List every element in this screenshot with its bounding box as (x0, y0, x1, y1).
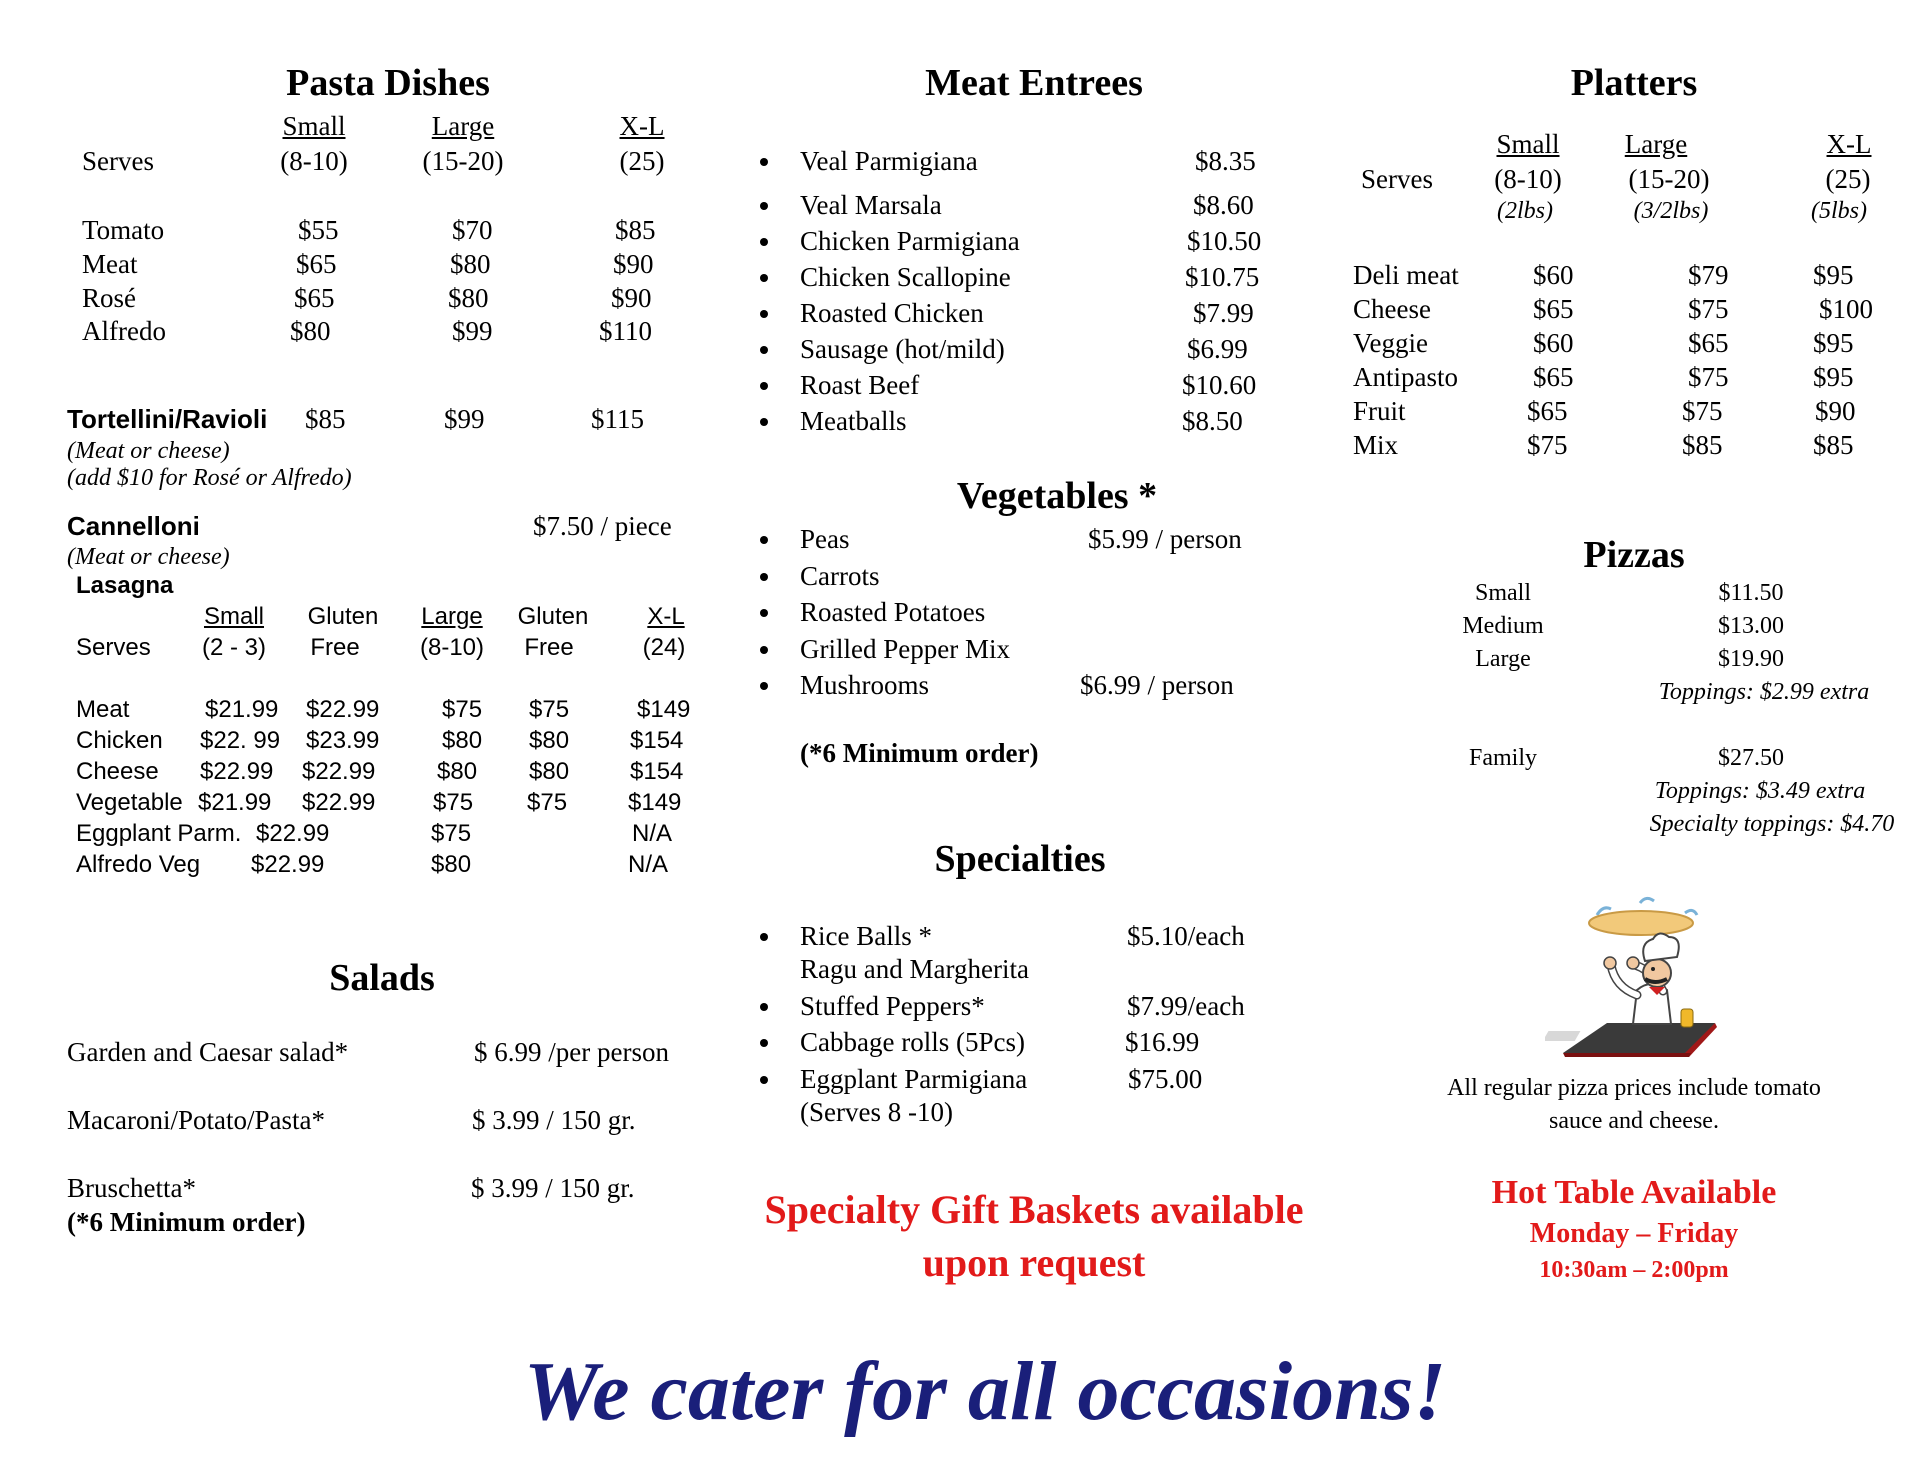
lasagna-title: Lasagna (76, 572, 174, 599)
pizza-price: $27.50 (1718, 745, 1784, 771)
platter-price: $65 (1533, 362, 1574, 392)
lasagna-item-name: Vegetable (76, 789, 183, 816)
pasta-price-large: $80 (448, 283, 489, 313)
pizza-price: $11.50 (1718, 580, 1784, 606)
lasagna-item-name: Alfredo Veg (76, 851, 201, 878)
tortellini-price-large: $99 (444, 404, 485, 434)
salads-minimum-note: (*6 Minimum order) (67, 1207, 306, 1237)
meat-item-name: Roasted Chicken (800, 298, 984, 328)
tortellini-note: (add $10 for Rosé or Alfredo) (67, 465, 352, 491)
specialty-price: $7.99/each (1127, 991, 1245, 1021)
bullet-icon (760, 646, 768, 654)
lasagna-price: $154 (630, 727, 684, 754)
meat-item-price: $8.50 (1182, 406, 1243, 436)
pasta-title: Pasta Dishes (286, 62, 490, 104)
meat-item-price: $10.50 (1187, 226, 1262, 256)
lasagna-item-name: Chicken (76, 727, 163, 754)
lasagna-serves: Free (310, 634, 360, 661)
bullet-icon (760, 238, 768, 246)
chef-tossing-pizza-icon (1545, 895, 1730, 1065)
platter-name: Deli meat (1353, 260, 1459, 290)
meat-item-name: Veal Marsala (800, 190, 942, 220)
lasagna-price: $75 (431, 820, 472, 847)
pasta-price-small: $65 (294, 283, 335, 313)
specialty-price: $75.00 (1128, 1064, 1203, 1094)
vegetable-price: $6.99 / person (1080, 670, 1234, 700)
tortellini-name: Tortellini/Ravioli (67, 404, 268, 434)
meat-title: Meat Entrees (925, 62, 1143, 104)
platter-name: Cheese (1353, 294, 1431, 324)
platter-price: $65 (1533, 294, 1574, 324)
tortellini-note: (Meat or cheese) (67, 438, 230, 464)
pasta-item-name: Rosé (82, 283, 136, 313)
lasagna-price: $75 (529, 696, 570, 723)
lasagna-price: $23.99 (306, 727, 380, 754)
platter-name: Veggie (1353, 328, 1428, 358)
platter-price: $65 (1688, 328, 1729, 358)
pizza-toppings-note: Toppings: $2.99 extra (1658, 679, 1870, 705)
meat-item-name: Sausage (hot/mild) (800, 334, 1005, 364)
specialty-name: Cabbage rolls (5Pcs) (800, 1027, 1025, 1057)
vegetable-name: Peas (800, 524, 850, 554)
platters-weight: (3/2lbs) (1633, 198, 1709, 224)
pasta-item-name: Meat (82, 249, 138, 279)
platters-header-xl: X-L (1826, 129, 1872, 159)
platter-price: $65 (1527, 396, 1568, 426)
lasagna-item-name: Cheese (76, 758, 159, 785)
specialty-price: $5.10/each (1127, 921, 1245, 951)
platter-price: $95 (1813, 328, 1854, 358)
pasta-price-small: $65 (296, 249, 337, 279)
lasagna-header: Gluten (307, 603, 379, 630)
pasta-price-xl: $90 (611, 283, 652, 313)
lasagna-price: $149 (637, 696, 691, 723)
salad-name: Macaroni/Potato/Pasta* (67, 1105, 325, 1135)
platter-name: Mix (1353, 430, 1399, 460)
bullet-icon (760, 1076, 768, 1084)
specialties-title: Specialties (934, 838, 1106, 880)
specialty-sub: (Serves 8 -10) (800, 1097, 953, 1127)
pasta-serves-large: (15-20) (422, 146, 504, 176)
lasagna-price: $21.99 (198, 789, 272, 816)
specialty-price: $16.99 (1125, 1027, 1200, 1057)
bullet-icon (760, 933, 768, 941)
vegetable-name: Carrots (800, 561, 880, 591)
bullet-icon (760, 682, 768, 690)
lasagna-price: $22.99 (200, 758, 274, 785)
pizza-size: Family (1468, 745, 1538, 771)
lasagna-price: N/A (628, 851, 669, 878)
salad-name: Garden and Caesar salad* (67, 1037, 349, 1067)
platters-weight: (2lbs) (1497, 198, 1553, 224)
lasagna-price: $22.99 (302, 789, 376, 816)
meat-item-name: Chicken Scallopine (800, 262, 1011, 292)
platters-serves: (8-10) (1494, 164, 1562, 194)
platter-price: $95 (1813, 260, 1854, 290)
pizzas-title: Pizzas (1583, 534, 1685, 576)
platter-price: $95 (1813, 362, 1854, 392)
lasagna-header: Small (203, 603, 265, 630)
meat-item-price: $10.60 (1182, 370, 1257, 400)
meat-item-name: Chicken Parmigiana (800, 226, 1020, 256)
lasagna-serves: (2 - 3) (201, 634, 267, 661)
cannelloni-note: (Meat or cheese) (67, 544, 230, 570)
pizza-price-note: sauce and cheese. (1549, 1108, 1719, 1134)
platters-serves-label: Serves (1361, 164, 1433, 194)
salad-price: $ 3.99 / 150 gr. (472, 1105, 636, 1135)
cannelloni-name: Cannelloni (67, 511, 200, 541)
pasta-header-xl: X-L (619, 111, 665, 141)
lasagna-price: $80 (529, 727, 570, 754)
pasta-price-xl: $85 (615, 215, 656, 245)
specialty-name: Stuffed Peppers* (800, 991, 985, 1021)
meat-item-price: $7.99 (1193, 298, 1254, 328)
lasagna-price: $22.99 (302, 758, 376, 785)
pasta-item-name: Alfredo (82, 316, 166, 346)
pasta-serves-label: Serves (82, 146, 154, 176)
bullet-icon (760, 274, 768, 282)
meat-item-name: Veal Parmigiana (800, 146, 978, 176)
lasagna-serves: (24) (642, 634, 686, 661)
pizza-family-toppings-note: Toppings: $3.49 extra (1654, 778, 1866, 804)
specialty-name: Eggplant Parmigiana (800, 1064, 1028, 1094)
platter-name: Fruit (1353, 396, 1406, 426)
salads-title: Salads (329, 957, 435, 999)
bullet-icon (760, 1003, 768, 1011)
bullet-icon (760, 609, 768, 617)
bullet-icon (760, 346, 768, 354)
platter-name: Antipasto (1353, 362, 1458, 392)
pasta-price-large: $99 (452, 316, 493, 346)
bullet-icon (760, 382, 768, 390)
pasta-price-xl: $90 (613, 249, 654, 279)
platters-serves: (15-20) (1628, 164, 1710, 194)
vegetable-name: Mushrooms (800, 670, 930, 700)
lasagna-price: $154 (630, 758, 684, 785)
lasagna-price: N/A (632, 820, 673, 847)
bullet-icon (760, 202, 768, 210)
pasta-header-large: Large (431, 111, 495, 141)
lasagna-header: Large (421, 603, 483, 630)
hot-table-days: Monday – Friday (1529, 1218, 1739, 1249)
lasagna-item-name: Meat (76, 696, 130, 723)
platter-price: $100 (1819, 294, 1873, 324)
pizza-size: Medium (1462, 613, 1544, 639)
lasagna-header: Gluten (517, 603, 589, 630)
vegetables-minimum-note: (*6 Minimum order) (800, 738, 1039, 768)
vegetable-name: Roasted Potatoes (800, 597, 986, 627)
specialty-sub: Ragu and Margherita (800, 954, 1029, 984)
pasta-price-xl: $110 (599, 316, 652, 346)
platter-price: $60 (1533, 260, 1574, 290)
gift-baskets-line: upon request (922, 1240, 1146, 1285)
lasagna-price: $75 (442, 696, 483, 723)
platters-weight: (5lbs) (1811, 198, 1867, 224)
pizza-price-note: All regular pizza prices include tomato (1447, 1075, 1821, 1101)
pasta-price-large: $70 (452, 215, 493, 245)
meat-item-price: $8.60 (1193, 190, 1254, 220)
bullet-icon (760, 158, 768, 166)
platter-price: $75 (1527, 430, 1568, 460)
platters-title: Platters (1570, 62, 1698, 104)
footer-slogan: We cater for all occasions! (523, 1345, 1447, 1438)
lasagna-price: $80 (437, 758, 478, 785)
meat-item-name: Meatballs (800, 406, 907, 436)
meat-item-price: $6.99 (1187, 334, 1248, 364)
specialty-name: Rice Balls * (800, 921, 932, 951)
tortellini-price-xl: $115 (591, 404, 644, 434)
lasagna-price: $75 (527, 789, 568, 816)
platters-header-large: Large (1624, 129, 1688, 159)
platters-header-small: Small (1496, 129, 1560, 159)
meat-item-price: $10.75 (1185, 262, 1260, 292)
pasta-serves-small: (8-10) (280, 146, 348, 176)
platter-price: $75 (1688, 362, 1729, 392)
lasagna-price: $22.99 (306, 696, 380, 723)
hot-table-title: Hot Table Available (1491, 1174, 1777, 1211)
lasagna-price: $149 (628, 789, 682, 816)
cannelloni-price: $7.50 / piece (533, 511, 672, 541)
lasagna-header: X-L (647, 603, 685, 630)
meat-item-name: Roast Beef (800, 370, 920, 400)
pasta-serves-xl: (25) (619, 146, 665, 176)
lasagna-item-name: Eggplant Parm. (76, 820, 242, 847)
lasagna-serves: Free (524, 634, 574, 661)
pasta-item-name: Tomato (82, 215, 165, 245)
vegetables-title: Vegetables * (956, 475, 1158, 517)
lasagna-price: $21.99 (205, 696, 279, 723)
platter-price: $75 (1688, 294, 1729, 324)
platter-price: $75 (1682, 396, 1723, 426)
salad-name: Bruschetta* (67, 1173, 196, 1203)
platters-serves: (25) (1825, 164, 1871, 194)
lasagna-price: $80 (431, 851, 472, 878)
pizza-price: $19.90 (1718, 646, 1784, 672)
tortellini-price-small: $85 (305, 404, 346, 434)
lasagna-price: $75 (433, 789, 474, 816)
salad-price: $ 3.99 / 150 gr. (471, 1173, 635, 1203)
gift-baskets-line: Specialty Gift Baskets available (764, 1187, 1304, 1232)
pasta-price-large: $80 (450, 249, 491, 279)
pasta-price-small: $80 (290, 316, 331, 346)
platter-price: $90 (1815, 396, 1856, 426)
bullet-icon (760, 418, 768, 426)
lasagna-price: $80 (529, 758, 570, 785)
platter-price: $60 (1533, 328, 1574, 358)
lasagna-price: $22.99 (256, 820, 330, 847)
pizza-specialty-toppings-note: Specialty toppings: $4.70 (1649, 811, 1895, 837)
hot-table-hours: 10:30am – 2:00pm (1539, 1257, 1729, 1283)
platter-price: $85 (1682, 430, 1723, 460)
pasta-price-small: $55 (298, 215, 339, 245)
platter-price: $79 (1688, 260, 1729, 290)
pizza-price: $13.00 (1718, 613, 1784, 639)
salad-price: $ 6.99 /per person (474, 1037, 669, 1067)
platter-price: $85 (1813, 430, 1854, 460)
bullet-icon (760, 573, 768, 581)
bullet-icon (760, 1039, 768, 1047)
lasagna-serves: (8-10) (419, 634, 485, 661)
vegetable-name: Grilled Pepper Mix (800, 634, 1010, 664)
lasagna-price: $22. 99 (200, 727, 281, 754)
lasagna-serves-label: Serves (76, 634, 151, 661)
lasagna-price: $80 (442, 727, 483, 754)
vegetable-price: $5.99 / person (1088, 524, 1242, 554)
pizza-size: Large (1475, 646, 1531, 672)
pasta-header-small: Small (282, 111, 346, 141)
meat-item-price: $8.35 (1195, 146, 1256, 176)
bullet-icon (760, 536, 768, 544)
bullet-icon (760, 310, 768, 318)
pizza-size: Small (1474, 580, 1532, 606)
lasagna-price: $22.99 (251, 851, 325, 878)
